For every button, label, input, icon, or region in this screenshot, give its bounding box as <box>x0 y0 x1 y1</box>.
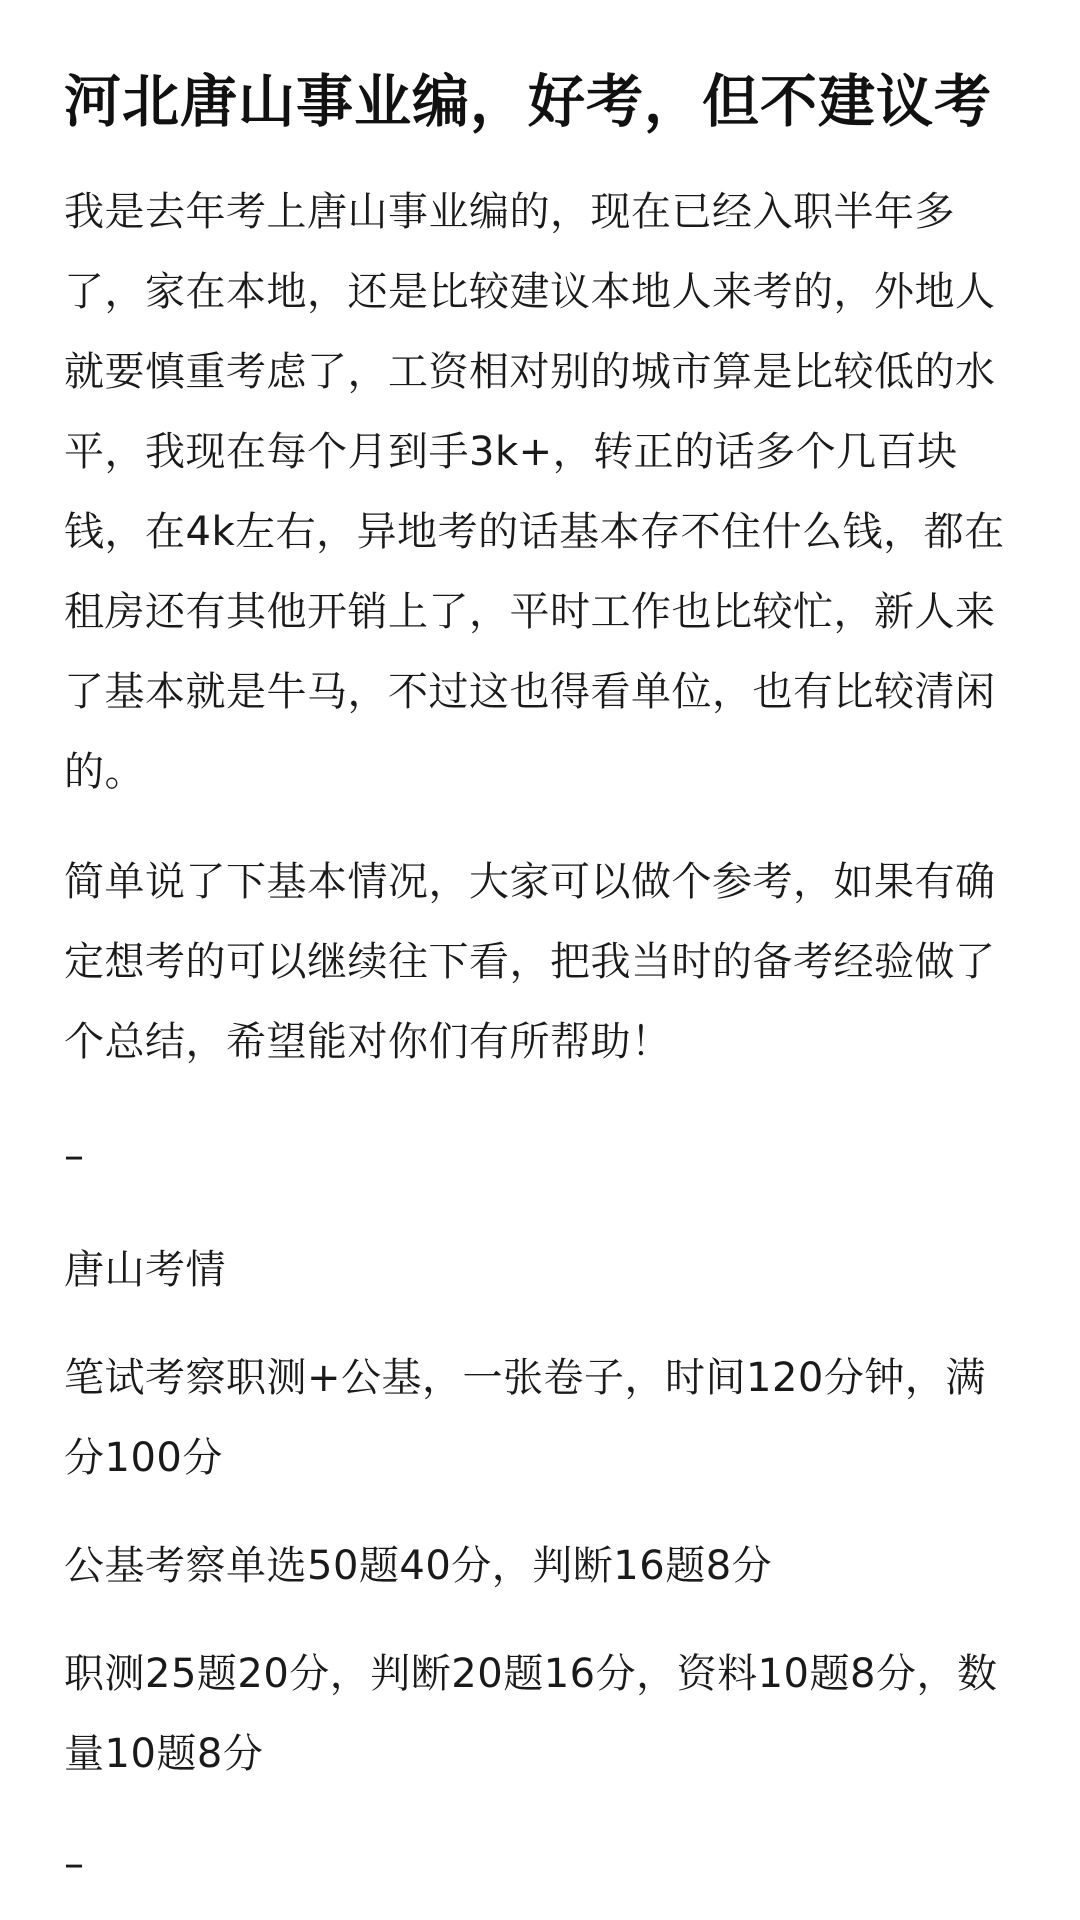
intro-paragraph: 我是去年考上唐山事业编的，现在已经入职半年多了，家在本地，还是比较建议本地人来考的，外地人就要慎重考虑了，工资相对别的城市算是比较低的水平，我现在每个月到手3k+，转正的话多个几百块钱，在4k左右，异地考的话基本存不住什么钱，都在租房还有其他开销上了，平时工作也比较忙，新人来了基本就是牛马，不过这也得看单位，也有比较清闲的。 <box>64 189 1005 795</box>
exam-info-paragraph: 笔试考察职测+公基，一张卷子，时间120分钟，满分100分 <box>64 1355 986 1481</box>
zhice-info-paragraph: 职测25题20分，判断20题16分，资料10题8分，数量10题8分 <box>64 1651 998 1777</box>
divider-dash-1: – <box>64 1133 84 1179</box>
divider-dash-2: – <box>64 1841 84 1887</box>
section-heading: 唐山考情 <box>64 1247 226 1293</box>
gongji-info-paragraph: 公基考察单选50题40分，判断16题8分 <box>64 1543 773 1589</box>
article-title: 河北唐山事业编，好考，但不建议考 <box>64 69 992 135</box>
summary-paragraph: 简单说了下基本情况，大家可以做个参考，如果有确定想考的可以继续往下看，把我当时的备考经验做了个总结，希望能对你们有所帮助！ <box>64 859 996 1065</box>
